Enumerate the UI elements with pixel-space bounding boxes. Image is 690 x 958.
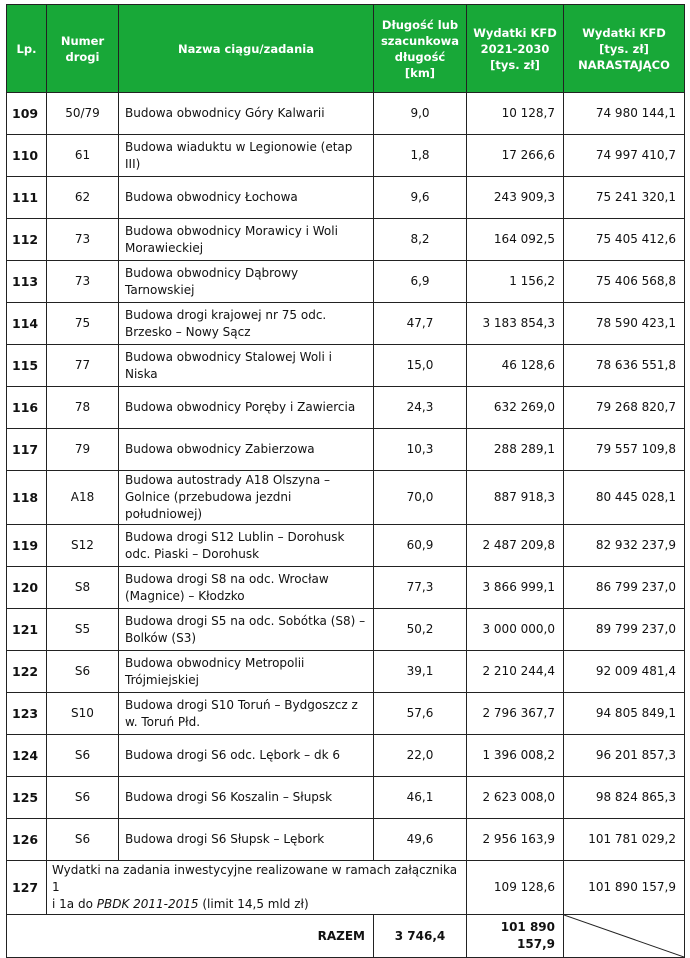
row-length: 49,6 <box>374 819 467 861</box>
row-road-number: S6 <box>47 777 119 819</box>
row-cumulative: 101 890 157,9 <box>564 861 685 915</box>
row-road-number: 78 <box>47 387 119 429</box>
row-kfd: 2 956 163,9 <box>467 819 564 861</box>
header-task-name: Nazwa ciągu/zadania <box>119 5 374 93</box>
table-row <box>7 261 685 303</box>
row-length: 15,0 <box>374 345 467 387</box>
row-road-number: 77 <box>47 345 119 387</box>
table-row <box>7 525 685 567</box>
row-kfd: 1 156,2 <box>467 261 564 303</box>
row-road-number: S6 <box>47 735 119 777</box>
table-row <box>7 693 685 735</box>
row-length: 70,0 <box>374 471 467 525</box>
row-kfd: 3 183 854,3 <box>467 303 564 345</box>
table-row <box>7 567 685 609</box>
row-cumulative: 82 932 237,9 <box>564 525 685 567</box>
row-lp: 109 <box>7 93 47 135</box>
row-cumulative: 86 799 237,0 <box>564 567 685 609</box>
row-lp: 118 <box>7 471 47 525</box>
row-length: 57,6 <box>374 693 467 735</box>
row-task-name: Budowa autostrady A18 Olszyna – Golnice (przebudowa jezdni południowej) <box>119 471 374 525</box>
header-road-number: Numer drogi <box>47 5 119 93</box>
header-length: Długość lub szacunkowa długość [km] <box>374 5 467 93</box>
row-road-number: 62 <box>47 177 119 219</box>
table-row <box>7 345 685 387</box>
total-empty-diagonal-cell <box>564 915 685 958</box>
row-length: 10,3 <box>374 429 467 471</box>
row-length: 39,1 <box>374 651 467 693</box>
row-length: 8,2 <box>374 219 467 261</box>
total-length: 3 746,4 <box>374 915 467 958</box>
row-127-description: Wydatki na zadania inwestycyjne realizowane w ramach załącznika 1 i 1a do PBDK 2011-2015 (limit 14,5 mld zł) <box>47 861 467 915</box>
table-row <box>7 93 685 135</box>
header-kfd-expenses: Wydatki KFD 2021-2030 [tys. zł] <box>467 5 564 93</box>
row-lp: 124 <box>7 735 47 777</box>
row-road-number: S12 <box>47 525 119 567</box>
row-cumulative: 75 406 568,8 <box>564 261 685 303</box>
row-length: 46,1 <box>374 777 467 819</box>
total-row <box>7 915 685 958</box>
row-kfd: 109 128,6 <box>467 861 564 915</box>
row-road-number: 73 <box>47 219 119 261</box>
row-kfd: 2 623 008,0 <box>467 777 564 819</box>
row-cumulative: 98 824 865,3 <box>564 777 685 819</box>
table-row <box>7 651 685 693</box>
row-task-name: Budowa obwodnicy Morawicy i Woli Morawieckiej <box>119 219 374 261</box>
row-task-name: Budowa obwodnicy Łochowa <box>119 177 374 219</box>
expenditure-table <box>6 4 685 958</box>
row-road-number: S10 <box>47 693 119 735</box>
row-cumulative: 80 445 028,1 <box>564 471 685 525</box>
row-kfd: 10 128,7 <box>467 93 564 135</box>
row-kfd: 243 909,3 <box>467 177 564 219</box>
table-row <box>7 177 685 219</box>
row-cumulative: 89 799 237,0 <box>564 609 685 651</box>
row-lp: 112 <box>7 219 47 261</box>
row-lp: 122 <box>7 651 47 693</box>
total-kfd: 101 890 157,9 <box>467 915 564 958</box>
row-task-name: Budowa obwodnicy Góry Kalwarii <box>119 93 374 135</box>
row-length: 9,0 <box>374 93 467 135</box>
row-lp: 110 <box>7 135 47 177</box>
row-task-name: Budowa drogi S8 na odc. Wrocław (Magnice) – Kłodzko <box>119 567 374 609</box>
table-row-127 <box>7 861 685 915</box>
header-row <box>7 5 685 93</box>
row-task-name: Budowa drogi S6 Koszalin – Słupsk <box>119 777 374 819</box>
diagonal-line <box>564 915 684 957</box>
table-row <box>7 609 685 651</box>
row-road-number: 75 <box>47 303 119 345</box>
row-lp: 119 <box>7 525 47 567</box>
row-length: 47,7 <box>374 303 467 345</box>
row-length: 50,2 <box>374 609 467 651</box>
row-cumulative: 79 268 820,7 <box>564 387 685 429</box>
row-length: 6,9 <box>374 261 467 303</box>
row-task-name: Budowa drogi S5 na odc. Sobótka (S8) – Bolków (S3) <box>119 609 374 651</box>
row-task-name: Budowa drogi S6 Słupsk – Lębork <box>119 819 374 861</box>
row-kfd: 2 796 367,7 <box>467 693 564 735</box>
row-road-number: 61 <box>47 135 119 177</box>
row-task-name: Budowa obwodnicy Poręby i Zawiercia <box>119 387 374 429</box>
row-kfd: 887 918,3 <box>467 471 564 525</box>
row-length: 77,3 <box>374 567 467 609</box>
row-task-name: Budowa obwodnicy Zabierzowa <box>119 429 374 471</box>
table-body <box>7 93 685 861</box>
row-road-number: S5 <box>47 609 119 651</box>
table-row <box>7 387 685 429</box>
row-task-name: Budowa obwodnicy Stalowej Woli i Niska <box>119 345 374 387</box>
table-row <box>7 135 685 177</box>
row-road-number: 79 <box>47 429 119 471</box>
row-kfd: 3 866 999,1 <box>467 567 564 609</box>
row-kfd: 17 266,6 <box>467 135 564 177</box>
row-kfd: 3 000 000,0 <box>467 609 564 651</box>
row-lp: 126 <box>7 819 47 861</box>
row-cumulative: 96 201 857,3 <box>564 735 685 777</box>
table-row <box>7 219 685 261</box>
row-length: 1,8 <box>374 135 467 177</box>
row-cumulative: 75 241 320,1 <box>564 177 685 219</box>
table-row <box>7 471 685 525</box>
row-cumulative: 94 805 849,1 <box>564 693 685 735</box>
row-cumulative: 92 009 481,4 <box>564 651 685 693</box>
row-lp: 111 <box>7 177 47 219</box>
row-lp: 113 <box>7 261 47 303</box>
row-task-name: Budowa drogi krajowej nr 75 odc. Brzesko – Nowy Sącz <box>119 303 374 345</box>
row-length: 9,6 <box>374 177 467 219</box>
row-road-number: 50/79 <box>47 93 119 135</box>
table-row <box>7 735 685 777</box>
row-lp: 125 <box>7 777 47 819</box>
row-cumulative: 74 980 144,1 <box>564 93 685 135</box>
row-length: 22,0 <box>374 735 467 777</box>
row-lp: 116 <box>7 387 47 429</box>
table-row <box>7 303 685 345</box>
row-lp: 117 <box>7 429 47 471</box>
header-lp: Lp. <box>7 5 47 93</box>
row-kfd: 1 396 008,2 <box>467 735 564 777</box>
expenditure-table-container <box>6 4 685 958</box>
row-cumulative: 78 590 423,1 <box>564 303 685 345</box>
row-lp: 121 <box>7 609 47 651</box>
row-task-name: Budowa obwodnicy Dąbrowy Tarnowskiej <box>119 261 374 303</box>
table-row <box>7 819 685 861</box>
row-lp: 127 <box>7 861 47 915</box>
table-row <box>7 777 685 819</box>
row-lp: 123 <box>7 693 47 735</box>
table-row <box>7 429 685 471</box>
row-road-number: 73 <box>47 261 119 303</box>
row-lp: 115 <box>7 345 47 387</box>
row-kfd: 2 487 209,8 <box>467 525 564 567</box>
row-cumulative: 74 997 410,7 <box>564 135 685 177</box>
row-lp: 120 <box>7 567 47 609</box>
total-label: RAZEM <box>7 915 374 958</box>
table-footer <box>7 861 685 958</box>
row-length: 24,3 <box>374 387 467 429</box>
row-length: 60,9 <box>374 525 467 567</box>
row-task-name: Budowa obwodnicy Metropolii Trójmiejskiej <box>119 651 374 693</box>
row-road-number: S6 <box>47 651 119 693</box>
row-road-number: S6 <box>47 819 119 861</box>
row-road-number: A18 <box>47 471 119 525</box>
header-cumulative-expenses: Wydatki KFD [tys. zł] NARASTAJĄCO <box>564 5 685 93</box>
row-cumulative: 75 405 412,6 <box>564 219 685 261</box>
row-cumulative: 78 636 551,8 <box>564 345 685 387</box>
row-task-name: Budowa drogi S10 Toruń – Bydgoszcz z w. Toruń Płd. <box>119 693 374 735</box>
row-kfd: 46 128,6 <box>467 345 564 387</box>
row-kfd: 2 210 244,4 <box>467 651 564 693</box>
row-cumulative: 101 781 029,2 <box>564 819 685 861</box>
row-task-name: Budowa drogi S12 Lublin – Dorohusk odc. Piaski – Dorohusk <box>119 525 374 567</box>
row-task-name: Budowa drogi S6 odc. Lębork – dk 6 <box>119 735 374 777</box>
row-kfd: 164 092,5 <box>467 219 564 261</box>
row-task-name: Budowa wiaduktu w Legionowie (etap III) <box>119 135 374 177</box>
row-cumulative: 79 557 109,8 <box>564 429 685 471</box>
row-road-number: S8 <box>47 567 119 609</box>
row-kfd: 632 269,0 <box>467 387 564 429</box>
row-kfd: 288 289,1 <box>467 429 564 471</box>
row-lp: 114 <box>7 303 47 345</box>
